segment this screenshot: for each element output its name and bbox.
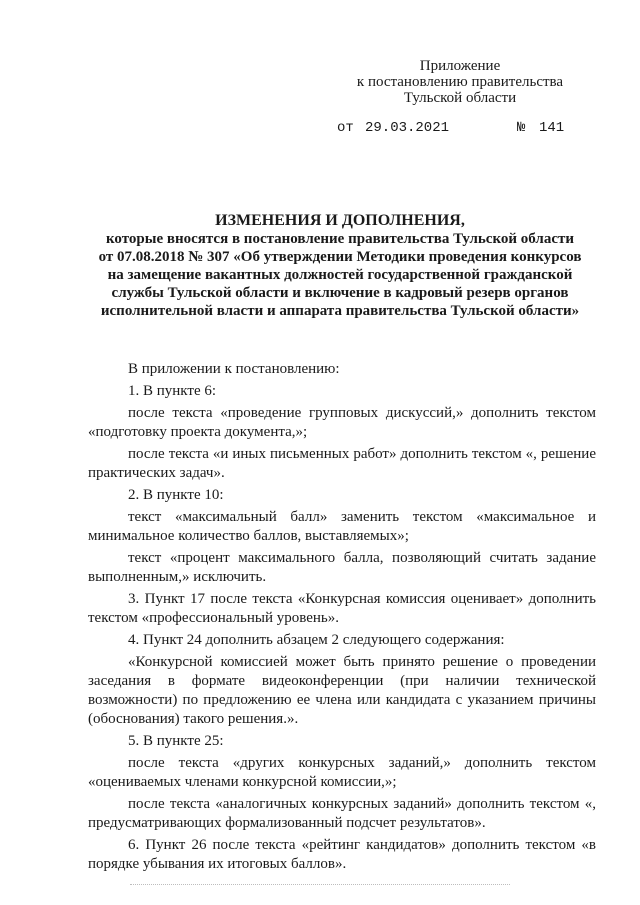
appendix-header <box>330 58 590 106</box>
paragraph: после текста «других конкурсных заданий,» дополнить текстом «оцениваемых членами конкурсной комиссии,»; <box>88 755 596 790</box>
paragraph: 5. В пункте 25: <box>128 733 224 749</box>
paragraph: 2. В пункте 10: <box>128 487 224 503</box>
appendix-region-line: Тульской области <box>403 90 517 106</box>
appendix-label: Приложение <box>419 58 501 74</box>
title-line: которые вносятся в постановление правительства Тульской области <box>105 231 575 247</box>
paragraph: после текста «проведение групповых дискуссий,» дополнить текстом «подготовку проекта документа,»; <box>88 405 596 440</box>
paragraph: 1. В пункте 6: <box>128 383 217 399</box>
paragraph: В приложении к постановлению: <box>128 361 340 377</box>
title-heading: ИЗМЕНЕНИЯ И ДОПОЛНЕНИЯ, <box>215 212 465 229</box>
appendix-resolution-line: к постановлению правительства <box>356 74 564 90</box>
title-line: службы Тульской области и включение в кадровый резерв органов <box>111 285 569 301</box>
paragraph: 6. Пункт 26 после текста «рейтинг кандидатов» дополнить текстом «в порядке убывания их итоговых баллов». <box>88 837 596 872</box>
number-sign: № <box>517 120 526 136</box>
registration-date: 29.03.2021 <box>365 120 450 136</box>
paragraph: 3. Пункт 17 после текста «Конкурсная комиссия оценивает» дополнить текстом «профессиональный уровень». <box>88 591 596 626</box>
registration-number: 141 <box>539 120 565 136</box>
document-title <box>60 212 620 320</box>
paragraph: после текста «и иных письменных работ» дополнить текстом «, решение практических задач». <box>88 446 596 481</box>
document-body <box>88 360 596 877</box>
paragraph: текст «максимальный балл» заменить текстом «максимальное и минимальное количество баллов, выставляемых»; <box>88 509 596 544</box>
title-line: исполнительной власти и аппарата правительства Тульской области» <box>100 303 580 319</box>
date-prefix: от <box>337 120 354 136</box>
scan-artifact-line <box>130 884 510 886</box>
paragraph: «Конкурсной комиссией может быть принято решение о проведении заседания в формате видеоконференции (при наличии технической возможности) по предложению ее члена или кандидата с указанием причины (обоснования) такого решения.». <box>88 654 596 727</box>
paragraph: текст «процент максимального балла, позволяющий считать задание выполненным,» исключить. <box>88 550 596 585</box>
paragraph: 4. Пункт 24 дополнить абзацем 2 следующего содержания: <box>128 632 505 648</box>
title-line: от 07.08.2018 № 307 «Об утверждении Методики проведения конкурсов <box>98 249 582 265</box>
title-line: на замещение вакантных должностей государственной гражданской <box>107 267 573 283</box>
paragraph: после текста «аналогичных конкурсных заданий» дополнить текстом «, предусматривающих формализованный подсчет результатов». <box>88 796 596 831</box>
